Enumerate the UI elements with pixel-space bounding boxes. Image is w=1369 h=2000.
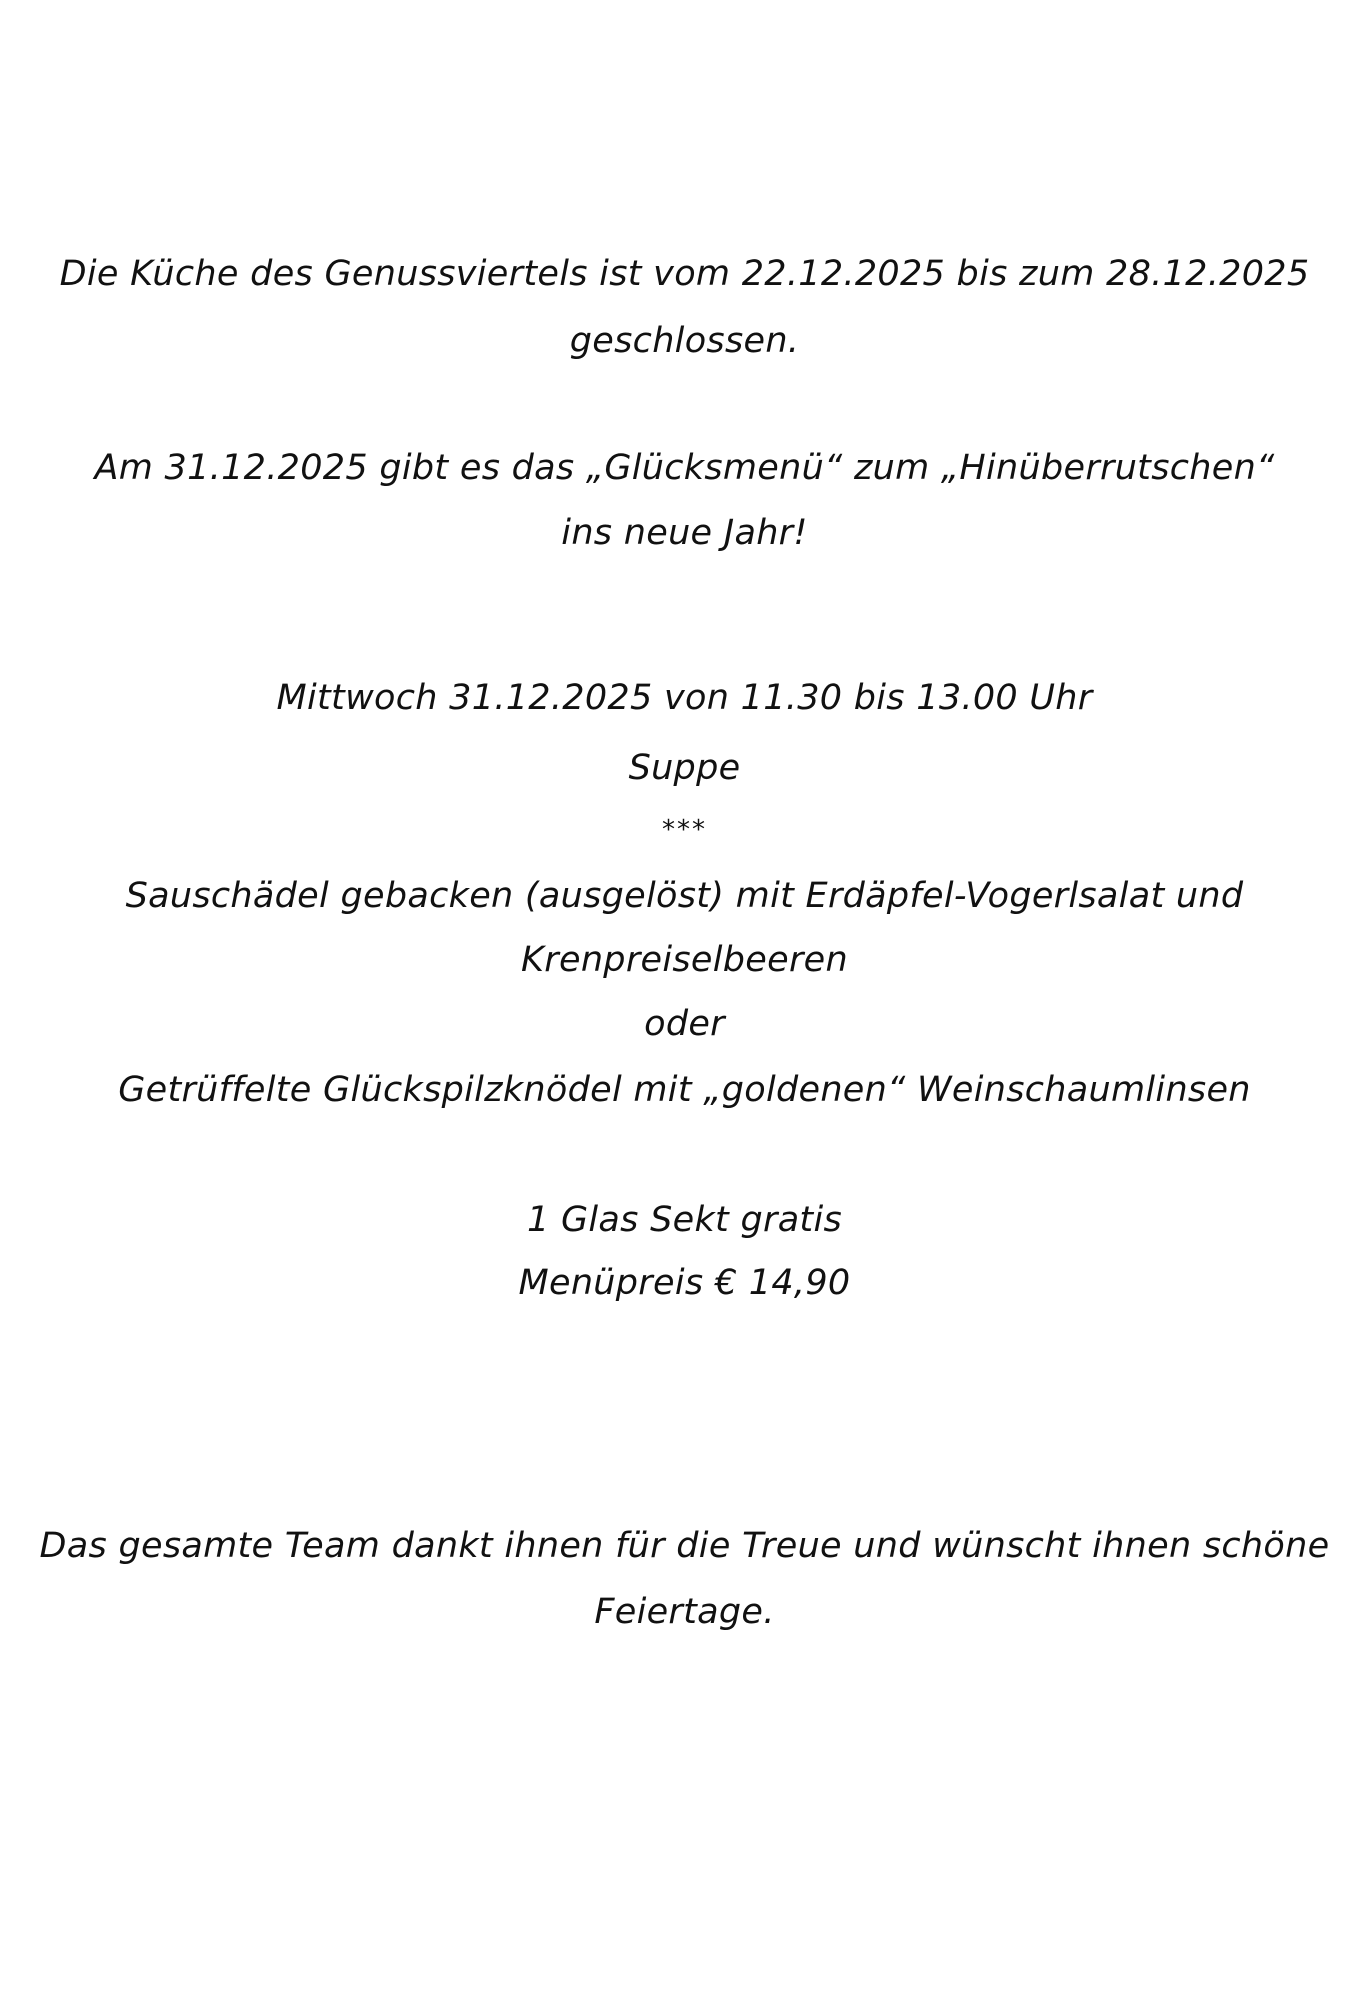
menu-main-course-1-line-1: Sauschädel gebacken (ausgelöst) mit Erdäpfel-Vogerlsalat und	[125, 876, 1244, 916]
closing-line-2: Feiertage.	[594, 1592, 775, 1632]
menu-price: Menüpreis € 14,90	[518, 1263, 851, 1303]
menu-extra: 1 Glas Sekt gratis	[526, 1200, 843, 1240]
menu-announcement-line-2: ins neue Jahr!	[561, 513, 808, 553]
closure-notice-line-2: geschlossen.	[569, 321, 800, 361]
menu-date-time: Mittwoch 31.12.2025 von 11.30 bis 13.00 Uhr	[276, 678, 1093, 718]
menu-starter: Suppe	[628, 748, 741, 788]
menu-announcement-line-1: Am 31.12.2025 gibt es das „Glücksmenü“ zum „Hinüberrutschen“	[94, 448, 1275, 488]
menu-separator: ***	[662, 815, 707, 845]
menu-main-course-2: Getrüffelte Glückspilzknödel mit „goldenen“ Weinschaumlinsen	[118, 1070, 1251, 1110]
closure-notice-line-1: Die Küche des Genussviertels ist vom 22.12.2025 bis zum 28.12.2025	[59, 254, 1310, 294]
menu-main-course-1-line-2: Krenpreiselbeeren	[521, 940, 848, 980]
menu-or: oder	[644, 1004, 725, 1044]
closing-line-1: Das gesamte Team dankt ihnen für die Treue und wünscht ihnen schöne	[39, 1526, 1330, 1566]
